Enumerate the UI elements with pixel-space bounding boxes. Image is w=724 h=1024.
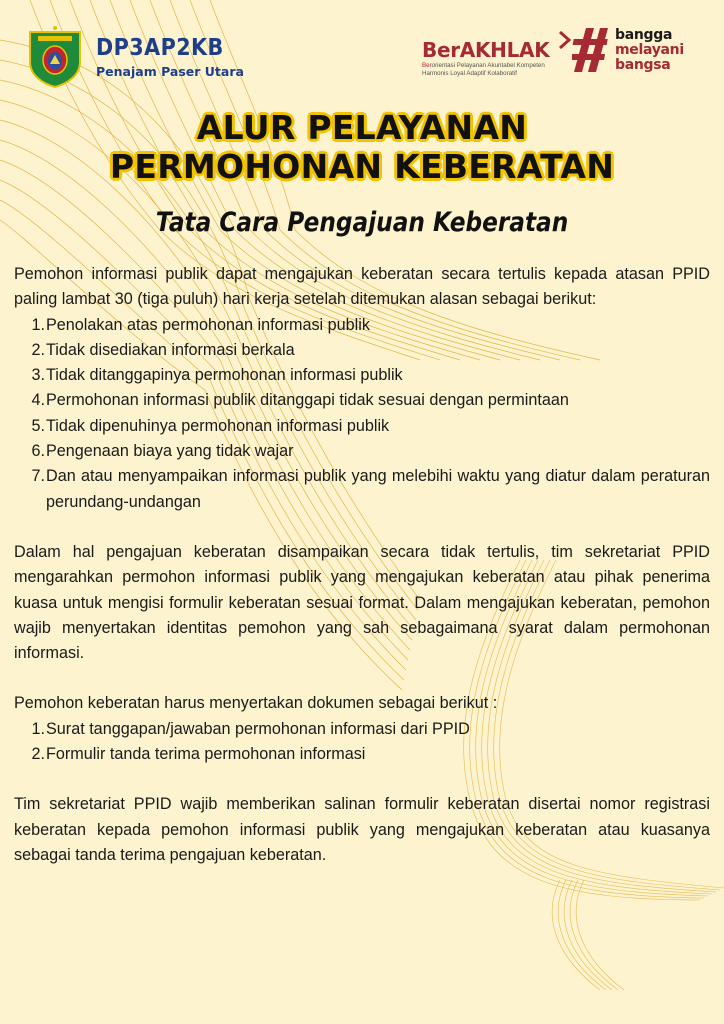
- berakhlak-title: BerAKHLAK: [422, 38, 550, 62]
- documents-list: [14, 717, 710, 768]
- list-item: 2. Formulir tanda terima permohonan informasi: [31, 745, 366, 764]
- list-item: 1. Surat tanggapan/jawaban permohonan informasi dari PPID: [31, 719, 470, 738]
- chevron-right-icon: [558, 30, 572, 50]
- reasons-list: [14, 313, 710, 515]
- bangga-line-3: bangsa: [615, 56, 671, 73]
- header: [0, 22, 724, 92]
- list-item: 5. Tidak dipenuhinya permohonan informasi publik: [31, 416, 390, 435]
- title-line-2: PERMOHONAN KEBERATAN: [109, 147, 615, 186]
- closing-paragraph: Tim sekretariat PPID wajib memberikan salinan formulir keberatan disertai nomor registrasi keberatan kepada pemohon informasi publik yang mengajukan keberatan atau kuasanya sebagai tanda terima pengajuan keberatan.: [14, 795, 710, 864]
- list-item: 7. Dan atau menyampaikan informasi publik yang melebihi waktu yang diatur dalam peraturan perundang-undangan: [31, 467, 710, 511]
- list-item: 2. Tidak disediakan informasi berkala: [31, 340, 295, 359]
- list-item: 4. Permohonan informasi publik ditanggapi tidak sesuai dengan permintaan: [31, 391, 569, 410]
- hashtag-icon: [572, 26, 612, 74]
- bangga-melayani-bangsa-logo: [572, 26, 684, 74]
- list-item: 3. Tidak ditanggapinya permohonan informasi publik: [31, 366, 403, 385]
- org-name: DP3AP2KB: [96, 35, 224, 61]
- intro-paragraph: Pemohon informasi publik dapat mengajukan keberatan secara tertulis kepada atasan PPID paling lambat 30 (tiga puluh) hari kerja setelah ditemukan alasan sebagai berikut:: [14, 265, 710, 309]
- bangga-line-2: melayani: [615, 41, 684, 58]
- page-title: [0, 108, 724, 186]
- berakhlak-tagline: Berorientasi Pelayanan Akuntabel Kompeten Harmonis Loyal Adaptif Kolaboratif: [422, 62, 545, 77]
- org-logo: [26, 24, 244, 88]
- org-subtitle: Penajam Paser Utara: [96, 64, 244, 79]
- page-subtitle: Tata Cara Pengajuan Keberatan: [155, 207, 569, 238]
- list-item: 6. Pengenaan biaya yang tidak wajar: [31, 442, 294, 461]
- title-line-1: ALUR PELAYANAN: [196, 108, 528, 147]
- bangga-line-1: bangga: [615, 26, 673, 43]
- content: [14, 262, 710, 868]
- regency-emblem-icon: [26, 24, 84, 88]
- list-item: 1. Penolakan atas permohonan informasi publik: [31, 315, 370, 334]
- non-written-paragraph: Dalam hal pengajuan keberatan disampaikan secara tidak tertulis, tim sekretariat PPID mengarahkan permohon informasi publik yang mengajukan keberatan atau pihak penerima kuasa untuk mengisi formulir keberatan sesuai format. Dalam mengajukan keberatan, pemohon wajib menyertakan identitas pemohon yang sah sebagaimana syarat dalam permohonan informasi.: [14, 542, 710, 663]
- berakhlak-logo: [422, 26, 684, 78]
- documents-intro: Pemohon keberatan harus menyertakan dokumen sebagai berikut :: [14, 694, 498, 713]
